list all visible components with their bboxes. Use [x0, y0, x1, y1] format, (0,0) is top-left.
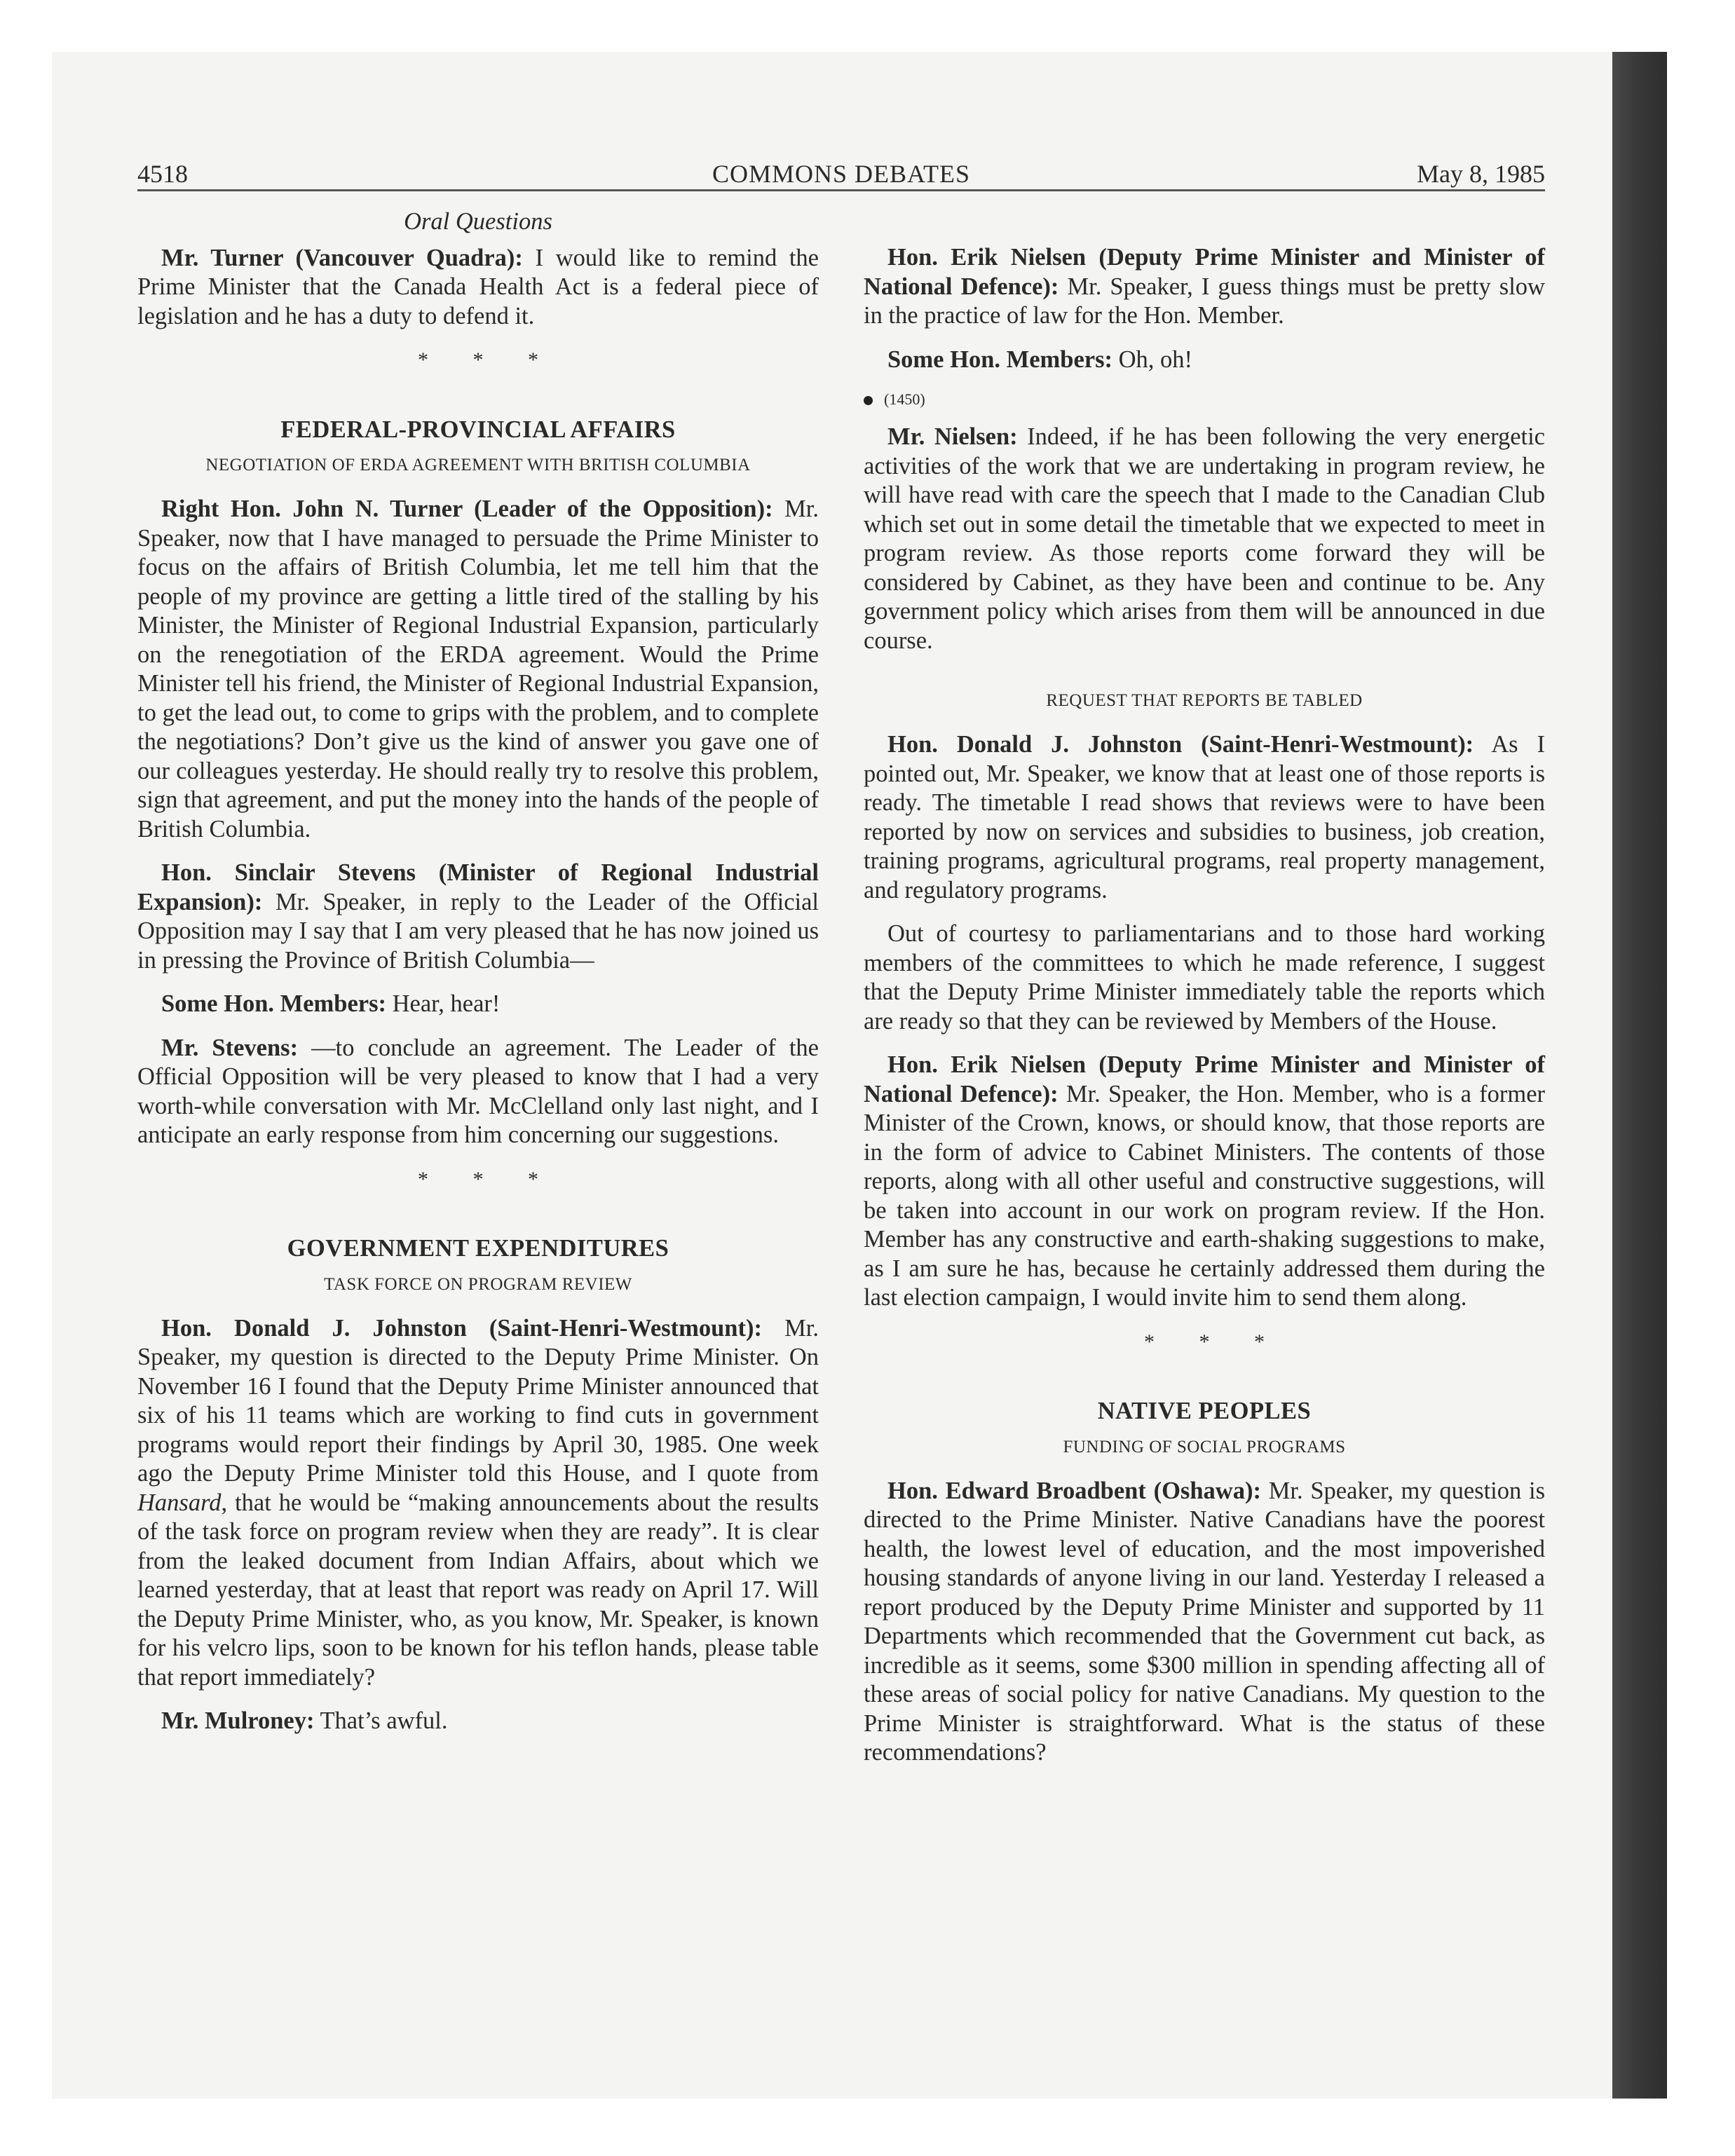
speaker-name: Mr. Stevens: [161, 1034, 299, 1061]
speech-text: I would like to remind the Prime Minister that the Canada Health Act is a federal piece of legislation and he has a duty to defend it. [137, 244, 819, 329]
speech-stevens-continued [137, 1034, 819, 1150]
bullet-icon [864, 396, 873, 405]
time-marker-text: (1450) [884, 390, 925, 408]
speech-nielsen-indeed [864, 423, 1545, 655]
speech-text: Indeed, if he has been following the very energetic activities of the work that we are undertaking in program review, he will have read with care the speech that I made to the Canadian Club which set out in some detail the timetable that we expected to meet in program review. As those reports come forward they will be considered by Cabinet, as they have been and continue to be. Any government policy which arises from them will be announced in due course. [864, 423, 1545, 654]
speaker-name: Hon. Donald J. Johnston (Saint-Henri-Westmount): [887, 731, 1474, 758]
speaker-name: Mr. Mulroney: [161, 1707, 315, 1734]
speaker-name: Some Hon. Members: [161, 990, 386, 1017]
speech-text: Hear, hear! [386, 990, 501, 1017]
section-title: GOVERNMENT EXPENDITURES [287, 1235, 669, 1262]
speech-text: Oh, oh! [1112, 346, 1193, 373]
speech-turner-vancouver [137, 244, 819, 332]
publication-title: COMMONS DEBATES [712, 160, 971, 188]
speech-text: Mr. Speaker, my question is directed to the Prime Minister. Native Canadians have the poorest health, the lowest level of education, and the most impoverished housing standards of anyone living in our land. Yesterday I released a report produced by the Deputy Prime Minister and supported by 11 Departments which recommended that the Government cut back, as incredible as it seems, some $300 million in spending affecting all of these areas of social policy for native Canadians. My question to the Prime Minister is straightforward. What is the status of these recommendations? [864, 1477, 1546, 1766]
speech-johnston-reports [864, 730, 1545, 905]
speech-text: Mr. Speaker, my question is directed to the Deputy Prime Minister. On November 16 I found that the Deputy Prime Minister announced that six of his 11 teams which are working to find cuts in government programs would report their findings by April 30, 1985. One week ago the Deputy Prime Minister told this House, and I quote from [137, 1314, 819, 1487]
time-marker [864, 389, 1545, 410]
speech-mulroney [137, 1707, 819, 1736]
speech-nielsen-reply [864, 1051, 1545, 1313]
speech-text: As I pointed out, Mr. Speaker, we know that at least one of those reports is ready. The timetable I read shows that reviews were to have been reported by now on services and subsidies to business, job creation, training programs, agricultural programs, real property management, and regulatory programs. [864, 731, 1545, 903]
speaker-name: Mr. Nielsen: [887, 423, 1018, 450]
page-header [137, 158, 1545, 191]
speech-italic-text: Hansard [137, 1489, 222, 1516]
speaker-name: Hon. Donald J. Johnston (Saint-Henri-Westmount): [161, 1314, 762, 1342]
speech-stevens [137, 859, 819, 975]
publication-date: May 8, 1985 [1417, 160, 1545, 188]
speaker-name: Hon. Erik Nielsen (Deputy Prime Minister and Minister of National Defence): [864, 244, 1545, 300]
speech-text: Mr. Speaker, the Hon. Member, who is a former Minister of the Crown, knows, or should know, that those reports are in the form of advice to Cabinet Ministers. The contents of those reports, along with all other useful and constructive suggestions, will be taken into account in our work on program review. If the Hon. Member has any constructive and earth-shaking suggestions to make, as I am sure he has, because he certainly addressed them during the last election campaign, I would invite him to send them along. [864, 1080, 1545, 1311]
speech-broadbent [864, 1477, 1545, 1768]
speech-johnston [137, 1314, 819, 1693]
speech-nielsen [864, 243, 1545, 331]
section-subtitle: TASK FORCE ON PROGRAM REVIEW [324, 1274, 632, 1294]
section-separator: * * * [418, 1167, 558, 1191]
section-title: FEDERAL-PROVINCIAL AFFAIRS [280, 416, 676, 443]
speaker-name: Mr. Turner (Vancouver Quadra): [161, 244, 523, 271]
section-title: NATIVE PEOPLES [1097, 1398, 1312, 1424]
speech-text: —to conclude an agreement. The Leader of the Official Opposition will be very pleased to know that I had a very worth-while conversation with Mr. McClelland only last night, and I anticipate an early response from him concerning our suggestions. [137, 1034, 819, 1148]
speech-text: Out of courtesy to parliamentarians and to those hard working members of the committees to which he made reference, I suggest that the Deputy Prime Minister immediately table the reports which are ready so that they can be reviewed by Members of the House. [864, 920, 1545, 1035]
speech-text: Mr. Speaker, now that I have managed to persuade the Prime Minister to focus on the affairs of British Columbia, let me tell him that the people of my province are getting a little tired of the stalling by his Minister, the Minister of Regional Industrial Expansion, particularly on the renegotiation of the ERDA agreement. Would the Prime Minister tell his friend, the Minister of Regional Industrial Expansion, to get the lead out, to come to grips with the problem, and to complete the negotiations? Don’t give us the kind of answer you gave one of our colleagues yesterday. He should really try to resolve this problem, sign that agreement, and put the money into the hands of the people of British Columbia. [137, 496, 819, 842]
section-subtitle: NEGOTIATION OF ERDA AGREEMENT WITH BRITISH COLUMBIA [205, 456, 751, 475]
section-separator: * * * [418, 348, 558, 371]
speaker-name: Hon. Sinclair Stevens (Minister of Regional Industrial Expansion): [137, 859, 819, 915]
speaker-name: Hon. Erik Nielsen (Deputy Prime Minister and Minister of National Defence): [864, 1051, 1545, 1107]
left-column [137, 207, 819, 1751]
section-subtitle: FUNDING OF SOCIAL PROGRAMS [1063, 1437, 1346, 1456]
speech-turner-opposition [137, 495, 819, 844]
right-column [864, 207, 1545, 1782]
speech-text: Mr. Speaker, in reply to the Leader of the Official Opposition may I say that I am very pleased that he has now joined us in pressing the Province of British Columbia— [137, 888, 819, 974]
speaker-name: Hon. Edward Broadbent (Oshawa): [887, 1477, 1261, 1504]
page-number: 4518 [137, 160, 188, 188]
speech-johnston-continued [864, 920, 1545, 1036]
running-head: Oral Questions [404, 208, 552, 235]
speaker-name: Some Hon. Members: [887, 346, 1113, 373]
speech-members-interjection [137, 990, 819, 1019]
section-subtitle: REQUEST THAT REPORTS BE TABLED [1046, 691, 1363, 710]
speaker-name: Right Hon. John N. Turner (Leader of the Opposition): [161, 496, 773, 522]
speech-text: Mr. Speaker, I guess things must be pretty slow in the practice of law for the Hon. Member. [864, 273, 1545, 329]
speech-text: That’s awful. [314, 1707, 448, 1734]
section-separator: * * * [1144, 1330, 1284, 1353]
scanner-edge-shadow [1612, 52, 1667, 2099]
speech-text: , that he would be “making announcements about the results of the task force on program review when they are ready”. It is clear from the leaked document from Indian Affairs, about which we learned yesterday, that at least that report was ready on April 17. Will the Deputy Prime Minister, who, as you know, Mr. Speaker, is known for his velcro lips, soon to be known for his teflon hands, please table that report immediately? [137, 1489, 819, 1691]
speech-members-interjection [864, 346, 1545, 375]
